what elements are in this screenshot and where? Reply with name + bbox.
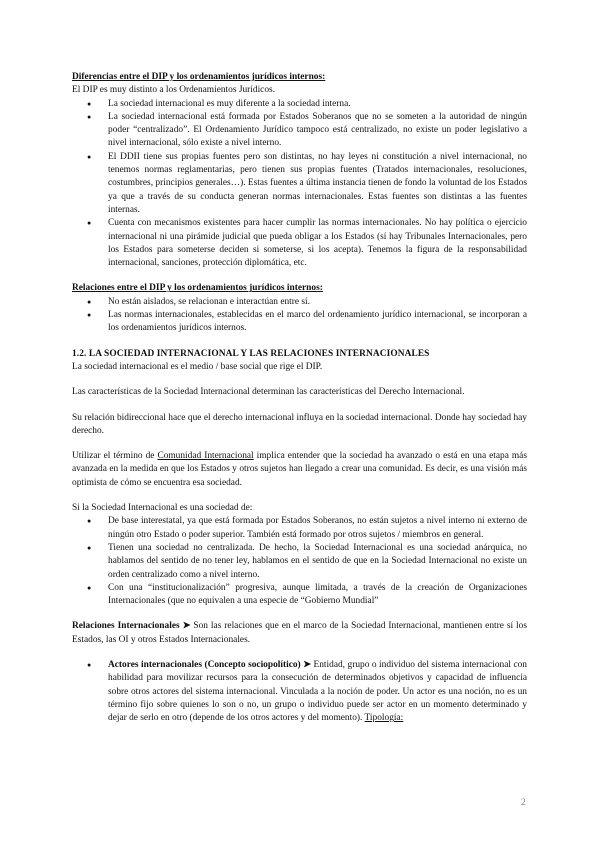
document-page: [72, 71, 527, 725]
paragraph: [72, 450, 527, 490]
paragraph: El DIP es muy distinto a los Ordenamientos Jurídicos.: [72, 85, 276, 96]
spacer: [72, 270, 527, 282]
text-run: Utilizar el término de: [72, 451, 158, 462]
spacer: [72, 400, 527, 412]
list-item: ● El DDII tiene sus propias fuentes pero son distintas, no hay leyes ni constitución a nivel internacional, no tenemos normas reglamentarias, pero tienen sus propias fuentes (Tratados internacionales, resoluciones, costumbres, principios generales…). Estas fuentes a última instancia tienen de fondo la voluntad de los Estados ya que a través de su conducta generan normas internacionales. Estas fuentes son distintas a las fuentes internas.: [72, 151, 527, 217]
bullet-list: [72, 659, 527, 725]
text-run: Son las relaciones que en el marco de la Sociedad Internacional, mantienen entre sí los Estados, las OI y otros Estados Internacionales.: [72, 621, 527, 645]
section-title: 1.2. LA SOCIEDAD INTERNACIONAL Y LAS RELACIONES INTERNACIONALES: [72, 348, 430, 359]
underlined-term: Comunidad Internacional: [157, 451, 254, 462]
paragraph: Las características de la Sociedad Internacional determinan las características del Derecho Internacional.: [72, 387, 465, 398]
spacer: [72, 647, 527, 659]
section-heading: Diferencias entre el DIP y los ordenamientos jurídicos internos:: [72, 72, 326, 82]
bullet-list: [72, 515, 527, 608]
list-item: ● Cuenta con mecanismos existentes para hacer cumplir las normas internacionales. No hay política o ejercicio internacional ni una pirámide judicial que pueda obligar a los Estados (sí hay Tribunales Internacionales, pero los Estados para someterse deciden si someterse, si los acepta). Tenemos la figura de la responsabilidad internacional, sanciones, protección diplomática, etc.: [72, 217, 527, 270]
bold-term: Actores internacionales (Concepto sociopolítico) ➤: [108, 659, 312, 670]
list-item: ● No están aislados, se relacionan e interactúan entre sí.: [72, 296, 527, 309]
text-run: implica entender que la sociedad ha avanzado o está en una etapa más avanzada en la medida en que los Estados y otros sujetos han llegado a crear una comunidad. Es decir, es una visión más optimista de cómo se encuentra esa sociedad.: [72, 451, 527, 488]
list-item: ● La sociedad internacional es muy diferente a la sociedad interna.: [72, 98, 527, 111]
list-item: [72, 659, 527, 725]
paragraph: Si la Sociedad Internacional es una sociedad de:: [72, 503, 253, 514]
text-run: Entidad, grupo o individuo del sistema internacional con habilidad para movilizar recursos para la consecución de determinados objetivos y capacidad de influencia sobre otros actores del sistema internacional. Vinculada a la noción de poder. Un actor es una noción, no es un término fijo sobre quienes lo son o no, un grupo o individuo puede ser actor en un momento determinado y dejar de serlo en otro (depende de los otros actores y del momento).: [108, 659, 527, 724]
spacer: [72, 374, 527, 386]
spacer: [72, 608, 527, 620]
list-item: ● De base interestatal, ya que está formada por Estados Soberanos, no están sujetos a nivel interno ni externo de ningún otro Estado o poder superior. También está formado por otros sujetos / miembros en general.: [72, 515, 527, 542]
section-heading: Relaciones entre el DIP y los ordenamientos jurídicos internos:: [72, 283, 323, 294]
bullet-list: [72, 296, 527, 336]
paragraph: La sociedad internacional es el medio / base social que rige el DIP.: [72, 361, 323, 372]
spacer: [72, 336, 527, 348]
list-item: ● Con una “institucionalización” progresiva, aunque limitada, a través de la creación de Organizaciones Internacionales (que no equivalen a una especie de “Gobierno Mundial”: [72, 582, 527, 609]
spacer: [72, 438, 527, 450]
underlined-term: Tipología:: [364, 713, 404, 724]
paragraph: [72, 620, 527, 647]
page-number: 2: [521, 798, 526, 808]
list-item: ● Las normas internacionales, establecidas en el marco del ordenamiento jurídico internacional, se incorporan a los ordenamientos jurídicos internos.: [72, 309, 527, 336]
spacer: [72, 490, 527, 502]
bullet-list: [72, 98, 527, 271]
paragraph: Su relación bidireccional hace que el derecho internacional influya en la sociedad internacional. Donde hay sociedad hay derecho.: [72, 412, 527, 436]
list-item: ● La sociedad internacional está formada por Estados Soberanos que no se someten a la autoridad de ningún poder “centralizado”. El Ordenamiento Jurídico tampoco está centralizado, no existe un poder legislativo a nivel internacional, sólo existe a nivel interno.: [72, 111, 527, 151]
list-item: ● Tienen una sociedad no centralizada. De hecho, la Sociedad Internacional es una sociedad anárquica, no hablamos del sentido de no tener ley, hablamos en el sentido de que en la Sociedad Internacional no existe un orden centralizado como a nivel interno.: [72, 542, 527, 582]
bold-term: Relaciones Internacionales ➤: [72, 621, 191, 632]
